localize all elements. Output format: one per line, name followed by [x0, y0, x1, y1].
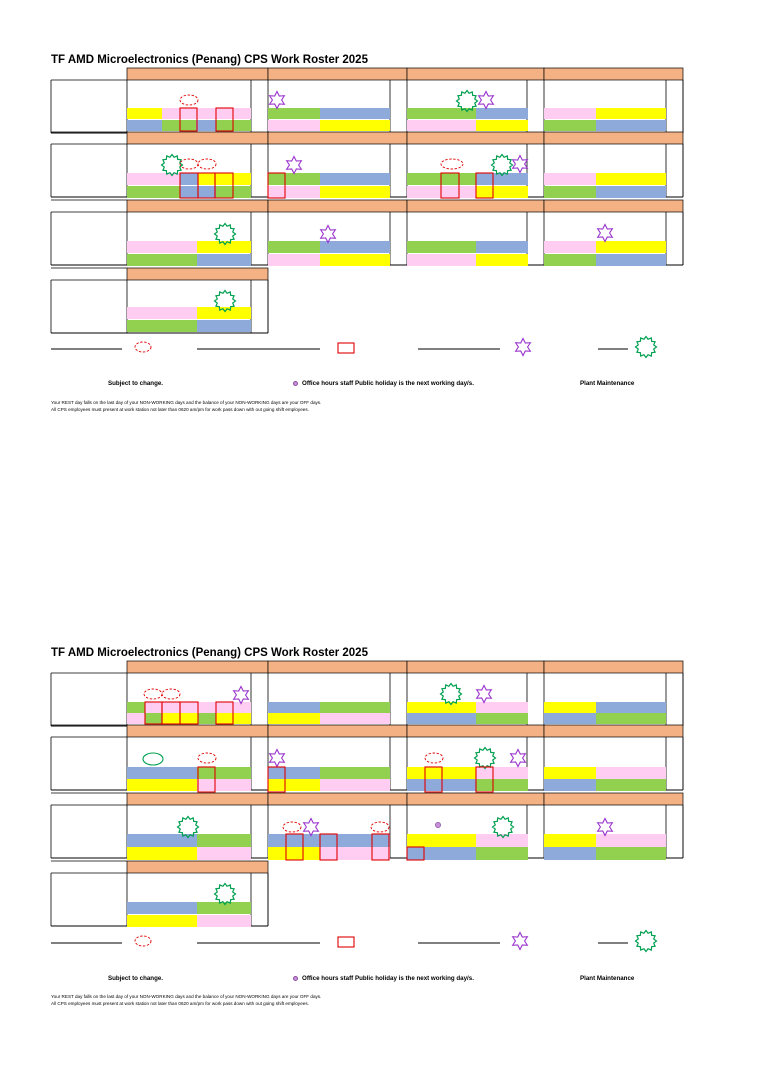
shift-bar	[544, 834, 596, 847]
public-holiday-note-text: Office hours staff Public holiday is the next working day/s.	[302, 975, 474, 982]
shift-bar	[268, 241, 320, 253]
purple-star-icon	[477, 686, 492, 703]
shift-bar	[127, 902, 197, 914]
green-starburst-icon	[162, 155, 183, 176]
roster-page-1	[0, 54, 768, 474]
shift-bar	[127, 120, 162, 131]
purple-star-icon	[479, 92, 494, 109]
shift-bar	[197, 847, 251, 860]
green-starburst-icon	[441, 684, 462, 705]
shift-bar	[127, 241, 197, 253]
dashed-ellipse-icon	[135, 936, 151, 946]
shift-bar	[407, 241, 476, 253]
public-holiday-note-text: Office hours staff Public holiday is the next working day/s.	[302, 380, 474, 387]
shift-bar	[320, 767, 390, 779]
shift-bar	[320, 120, 390, 131]
month-header-band	[544, 793, 683, 805]
shift-bar	[544, 254, 596, 266]
shift-bar	[476, 847, 528, 860]
note-line-2: All CPS employees must present at work station not later than 0620 am/pm for work pass down with out going shift employees.	[51, 1001, 309, 1006]
dashed-ellipse-icon	[198, 159, 216, 169]
subject-to-change-label: Subject to change.	[108, 380, 164, 387]
note-line-2: All CPS employees must present at work station not later than 0620 am/pm for work pass down with out going shift employees.	[51, 407, 309, 412]
shift-bar	[268, 186, 320, 198]
purple-star-icon	[516, 339, 531, 356]
shift-bar	[320, 702, 390, 713]
dashed-ellipse-icon	[144, 689, 162, 699]
shift-bar	[127, 779, 197, 791]
shift-bar	[268, 108, 320, 119]
shift-bar	[544, 186, 596, 198]
shift-bar	[320, 779, 390, 791]
month-header-band	[407, 661, 544, 673]
shift-bar	[268, 847, 320, 860]
month-header-band	[407, 68, 544, 80]
month-header-band	[407, 200, 544, 212]
shift-bar	[596, 173, 666, 185]
green-starburst-icon	[636, 337, 657, 358]
shift-bar	[127, 767, 197, 779]
month-header-band	[407, 793, 544, 805]
purple-star-icon	[598, 225, 613, 242]
shift-bar	[127, 186, 180, 198]
shift-bar	[196, 120, 216, 131]
shift-bar	[162, 120, 196, 131]
month-header-band	[268, 200, 407, 212]
month-header-band	[127, 68, 268, 80]
month-header-band	[544, 725, 683, 737]
purple-star-icon	[287, 157, 302, 174]
shift-bar	[596, 120, 666, 131]
shift-bar	[320, 186, 390, 198]
shift-bar	[476, 713, 528, 724]
shift-bar	[162, 108, 251, 119]
shift-bar	[320, 173, 390, 185]
shift-bar	[407, 847, 476, 860]
shift-bar	[197, 767, 251, 779]
green-starburst-icon	[636, 931, 657, 952]
month-header-band	[544, 68, 683, 80]
month-header-band	[268, 725, 407, 737]
shift-bar	[127, 915, 197, 927]
month-header-band	[127, 200, 268, 212]
shift-bar	[407, 120, 476, 131]
shift-bar	[268, 254, 320, 266]
shift-bar	[127, 713, 145, 724]
shift-bar	[268, 173, 320, 185]
green-starburst-icon	[475, 748, 496, 769]
shift-bar	[407, 834, 476, 847]
shift-bar	[320, 254, 390, 266]
purple-star-icon	[270, 92, 285, 109]
dashed-ellipse-icon	[180, 95, 198, 105]
purple-star-icon	[598, 819, 613, 836]
roster-title: TF AMD Microelectronics (Penang) CPS Work Roster 2025	[51, 54, 368, 66]
purple-star-icon	[304, 819, 319, 836]
shift-bar	[476, 767, 528, 779]
month-header-band	[127, 725, 268, 737]
shift-bar	[476, 254, 528, 266]
purple-star-icon	[513, 933, 528, 950]
purple-star-icon	[511, 750, 526, 767]
month-header-band	[544, 200, 683, 212]
shift-bar	[544, 779, 596, 791]
dashed-ellipse-icon	[283, 822, 301, 832]
shift-bar	[476, 108, 528, 119]
shift-bar	[407, 702, 476, 713]
dashed-ellipse-icon	[180, 159, 198, 169]
shift-bar	[320, 847, 390, 860]
roster-page-2	[0, 647, 768, 1067]
shift-bar	[197, 254, 251, 266]
shift-bar	[268, 779, 320, 791]
green-starburst-icon	[492, 155, 513, 176]
shift-bar	[544, 767, 596, 779]
dashed-ellipse-icon	[371, 822, 389, 832]
shift-bar	[197, 915, 251, 927]
shift-bar	[198, 713, 216, 724]
month-header-band	[127, 793, 268, 805]
shift-bar	[198, 173, 251, 185]
shift-bar	[596, 767, 666, 779]
shift-bar	[544, 173, 596, 185]
shift-bar	[544, 702, 596, 713]
dashed-ellipse-icon	[198, 753, 216, 763]
shift-bar	[544, 108, 596, 119]
shift-bar	[596, 108, 666, 119]
shift-bar	[268, 713, 320, 724]
shift-bar	[127, 254, 197, 266]
shift-bar	[127, 108, 162, 119]
dashed-ellipse-icon	[441, 159, 463, 169]
shift-bar	[596, 713, 666, 724]
month-header-band	[127, 132, 268, 144]
shift-bar	[596, 254, 666, 266]
purple-star-icon	[270, 750, 285, 767]
shift-bar	[476, 120, 528, 131]
shift-bar	[197, 320, 251, 332]
shift-bar	[476, 186, 528, 198]
holiday-dot-icon	[435, 822, 440, 827]
shift-bar	[197, 307, 251, 319]
shift-bar	[596, 847, 666, 860]
month-header-band	[407, 725, 544, 737]
shift-bar	[407, 254, 476, 266]
roster-title: TF AMD Microelectronics (Penang) CPS Work Roster 2025	[51, 647, 368, 659]
shift-bar	[544, 847, 596, 860]
note-line-1: Your REST day falls on the last day of your NON-WORKING days and the balance of your NON-WORKING days are your OFF days.	[51, 994, 322, 999]
plant-maintenance-label: Plant Maintenance	[580, 380, 635, 387]
shift-bar	[596, 186, 666, 198]
green-starburst-icon	[215, 884, 236, 905]
shift-bar	[476, 779, 528, 791]
month-header-band	[268, 132, 407, 144]
red-box-icon	[338, 343, 354, 353]
note-line-1: Your REST day falls on the last day of your NON-WORKING days and the balance of your NON-WORKING days are your OFF days.	[51, 400, 322, 405]
month-header-band	[268, 661, 407, 673]
shift-bar	[145, 713, 162, 724]
month-header-band	[127, 861, 268, 873]
shift-bar	[407, 713, 476, 724]
shift-bar	[596, 779, 666, 791]
shift-bar	[596, 241, 666, 253]
subject-to-change-label: Subject to change.	[108, 975, 164, 982]
shift-bar	[268, 120, 320, 131]
dashed-ellipse-icon	[162, 689, 180, 699]
shift-bar	[476, 702, 528, 713]
shift-bar	[127, 307, 197, 319]
shift-bar	[544, 120, 596, 131]
shift-bar	[127, 320, 197, 332]
shift-bar	[596, 702, 666, 713]
shift-bar	[127, 847, 197, 860]
shift-bar	[320, 713, 390, 724]
purple-star-icon	[321, 226, 336, 243]
shift-bar	[476, 241, 528, 253]
public-holiday-note	[293, 975, 474, 982]
month-header-band	[127, 268, 268, 280]
shift-bar	[180, 173, 198, 185]
plant-maintenance-label: Plant Maintenance	[580, 975, 635, 982]
shift-bar	[268, 767, 320, 779]
red-box-icon	[338, 937, 354, 947]
shift-bar	[127, 702, 145, 713]
public-holiday-note	[293, 380, 474, 387]
holiday-dot-icon	[293, 381, 298, 386]
dashed-ellipse-icon	[425, 753, 443, 763]
month-header-band	[127, 661, 268, 673]
month-header-band	[268, 793, 407, 805]
month-header-band	[544, 132, 683, 144]
shift-bar	[197, 779, 251, 791]
shift-bar	[596, 834, 666, 847]
purple-star-icon	[513, 156, 528, 173]
shift-bar	[544, 241, 596, 253]
shift-bar	[197, 834, 251, 847]
shift-bar	[544, 713, 596, 724]
dashed-ellipse-icon	[135, 342, 151, 352]
purple-star-icon	[234, 687, 249, 704]
shift-bar	[268, 702, 320, 713]
holiday-dot-icon	[293, 976, 298, 981]
month-header-band	[544, 661, 683, 673]
month-header-band	[407, 132, 544, 144]
month-header-band	[268, 68, 407, 80]
green-oval-icon	[143, 753, 163, 765]
shift-bar	[320, 241, 390, 253]
shift-bar	[320, 108, 390, 119]
